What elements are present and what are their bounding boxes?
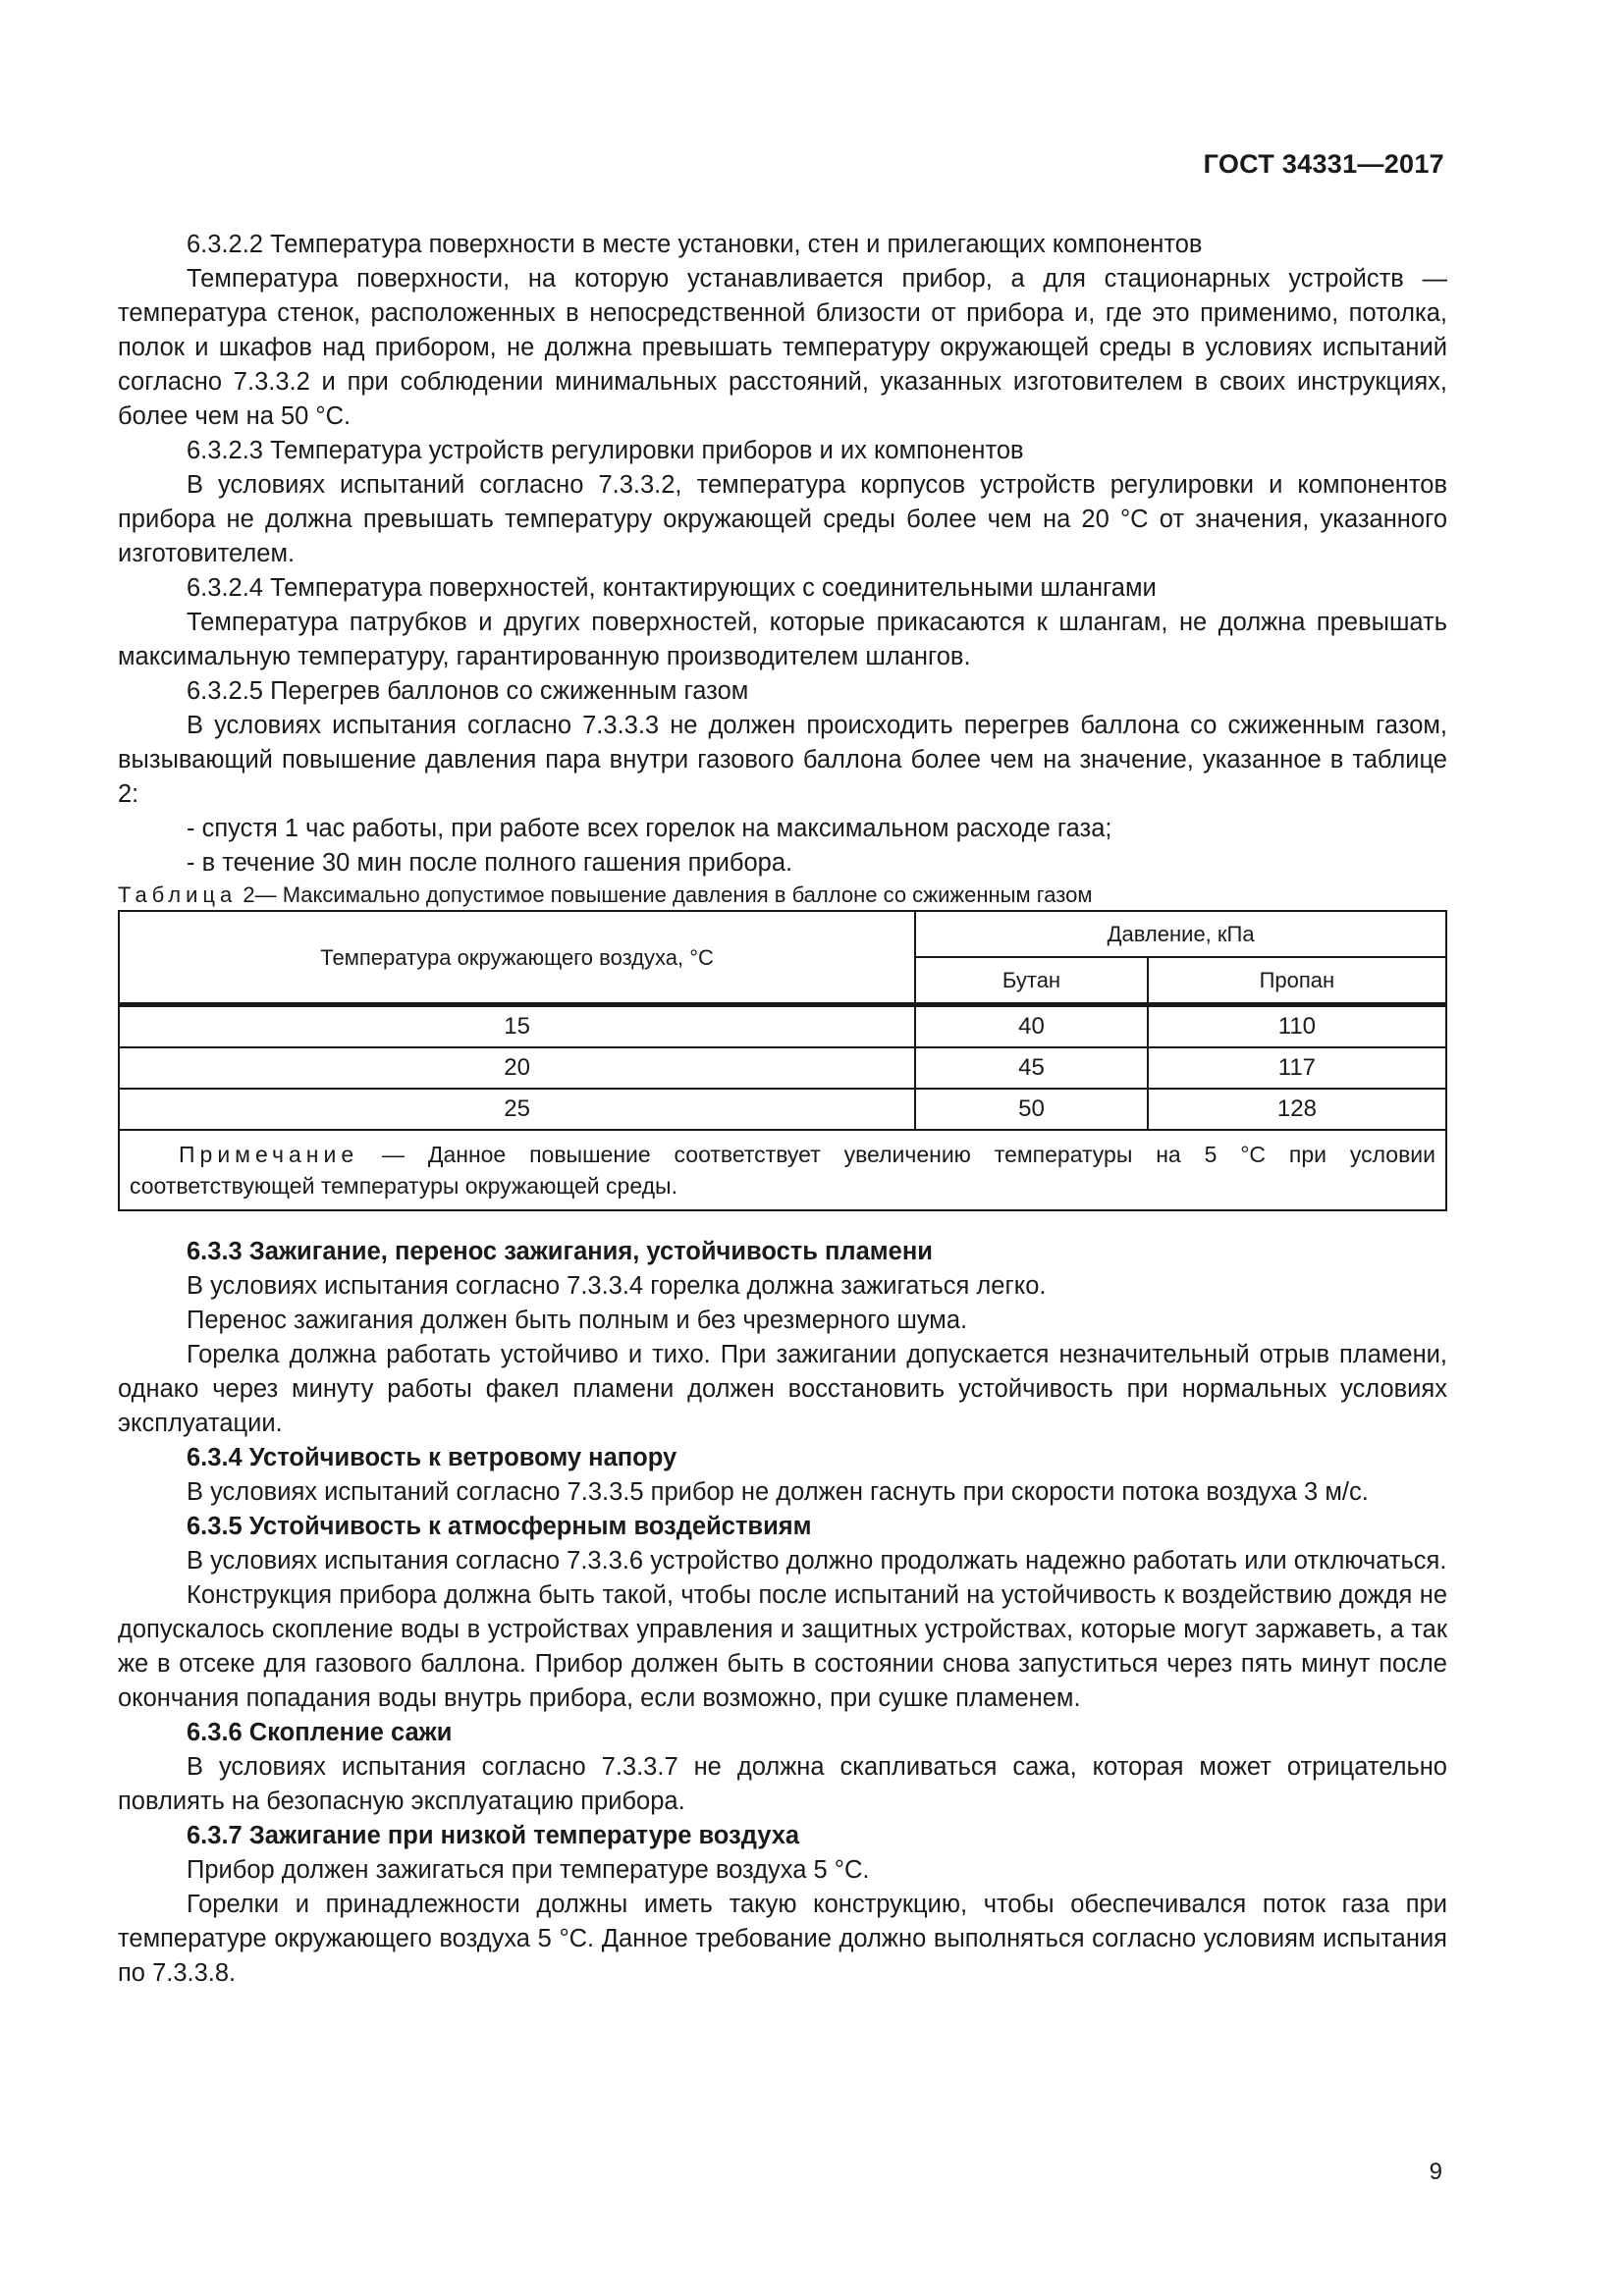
section-6-3-4-paragraph-1: В условиях испытаний согласно 7.3.3.5 прибор не должен гаснуть при скорости потока воздуха 3 м/с. [187,1478,1369,1506]
paragraph-6-3-2-2-heading: 6.3.2.2 Температура поверхности в месте установки, стен и прилегающих компонентов [187,231,1203,258]
section-6-3-3-title: 6.3.3 Зажигание, перенос зажигания, устойчивость пламени [187,1238,933,1265]
cell-temperature: 25 [119,1089,915,1130]
section-6-3-7-title: 6.3.7 Зажигание при низкой температуре воздуха [187,1822,800,1849]
paragraph-6-3-2-4-body: Температура патрубков и других поверхностей, которые прикасаются к шлангам, не должна превышать максимальную температуру, гарантированную производителем шлангов. [118,609,1447,670]
section-6-3-6-title: 6.3.6 Скопление сажи [187,1719,453,1746]
table-header-temperature: Температура окружающего воздуха, °С [119,911,915,1005]
paragraph-6-3-2-3-body: В условиях испытаний согласно 7.3.3.2, температура корпусов устройств регулировки и компонентов прибора не должна превышать температуру окружающей среды более чем на 20 °С от значения, указанного изготовителем. [118,471,1447,567]
cell-butane: 45 [915,1047,1148,1089]
section-6-3-6-paragraph-1: В условиях испытания согласно 7.3.3.7 не должна скапливаться сажа, которая может отрицательно повлиять на безопасную эксплуатацию прибора. [118,1753,1447,1815]
table-row [119,1089,1446,1130]
cell-propane: 110 [1148,1005,1446,1048]
paragraph-6-3-2-2-body: Температура поверхности, на которую устанавливается прибор, а для стационарных устройств — температура стенок, расположенных в непосредственной близости от прибора и, где это применимо, потолка, полок и шкафов над прибором, не должна превышать температуру окружающей среды в условиях испытаний согласно 7.3.3.2 и при соблюдении минимальных расстояний, указанных изготовителем в своих инструкциях, более чем на 50 °С. [118,265,1447,430]
section-6-3-5-paragraph-2: Конструкция прибора должна быть такой, чтобы после испытаний на устойчивость к воздействию дождя не допускалось скопление воды в устройствах управления и защитных устройствах, которые могут заржаветь, а так же в отсеке для газового баллона. Прибор должен быть в состоянии снова запуститься через пять минут после окончания попадания воды внутрь прибора, если возможно, при сушке пламенем. [118,1581,1447,1712]
paragraph-6-3-2-5-body: В условиях испытания согласно 7.3.3.3 не должен происходить перегрев баллона со сжиженным газом, вызывающий повышение давления пара внутри газового баллона более чем на значение, указанное в таблице 2: [118,712,1447,808]
list-item-1: - спустя 1 час работы, при работе всех горелок на максимальном расходе газа; [187,815,1112,842]
document-header-id: ГОСТ 34331—2017 [1203,149,1444,179]
cell-propane: 117 [1148,1047,1446,1089]
cell-temperature: 20 [119,1047,915,1089]
table-row [119,1047,1446,1089]
cell-butane: 50 [915,1089,1148,1130]
section-6-3-7-paragraph-2: Горелки и принадлежности должны иметь такую конструкцию, чтобы обеспечивался поток газа при температуре окружающего воздуха 5 °С. Данное требование должно выполняться согласно условиям испытания по 7.3.3.8. [118,1891,1447,1987]
paragraph-6-3-2-3-heading: 6.3.2.3 Температура устройств регулировки приборов и их компонентов [187,437,1024,464]
pressure-table [118,910,1447,1211]
cell-butane: 40 [915,1005,1148,1048]
section-6-3-3-paragraph-1: В условиях испытания согласно 7.3.3.4 горелка должна зажигаться легко. [187,1272,1047,1300]
table-row [119,1005,1446,1048]
page-content [118,228,1447,1991]
section-6-3-7-paragraph-1: Прибор должен зажигаться при температуре воздуха 5 °С. [187,1856,870,1884]
table-caption [118,881,1447,910]
cell-temperature: 15 [119,1005,915,1048]
table-header-propane: Пропан [1148,957,1446,1005]
section-6-3-4-title: 6.3.4 Устойчивость к ветровому напору [187,1444,677,1471]
table-caption-text: 2— Максимально допустимое повышение давления в баллоне со сжиженным газом [243,882,1093,907]
cell-propane: 128 [1148,1089,1446,1130]
section-6-3-5-paragraph-1: В условиях испытания согласно 7.3.3.6 устройство должно продолжать надежно работать или отключаться. [187,1547,1447,1575]
table-header-butane: Бутан [915,957,1148,1005]
table-note-label: Примечание [179,1142,359,1167]
section-6-3-3-paragraph-3: Горелка должна работать устойчиво и тихо. При зажигании допускается незначительный отрыв пламени, однако через минуту работы факел пламени должен восстановить устойчивость при нормальных условиях эксплуатации. [118,1341,1447,1437]
list-item-2: - в течение 30 мин после полного гашения прибора. [187,849,793,877]
section-6-3-5-title: 6.3.5 Устойчивость к атмосферным воздействиям [187,1513,812,1540]
table-note [119,1130,1446,1210]
paragraph-6-3-2-5-heading: 6.3.2.5 Перегрев баллонов со сжиженным газом [187,677,749,705]
page-number: 9 [1429,2159,1442,2185]
section-6-3-3-paragraph-2: Перенос зажигания должен быть полным и без чрезмерного шума. [187,1307,968,1334]
table-header-pressure: Давление, кПа [915,911,1446,957]
paragraph-6-3-2-4-heading: 6.3.2.4 Температура поверхностей, контактирующих с соединительными шлангами [187,574,1157,602]
table-note-text: — Данное повышение соответствует увеличению температуры на 5 °С при условии соответствующей температуры окружающей среды. [130,1142,1435,1199]
table-caption-label: Таблица [118,882,238,907]
